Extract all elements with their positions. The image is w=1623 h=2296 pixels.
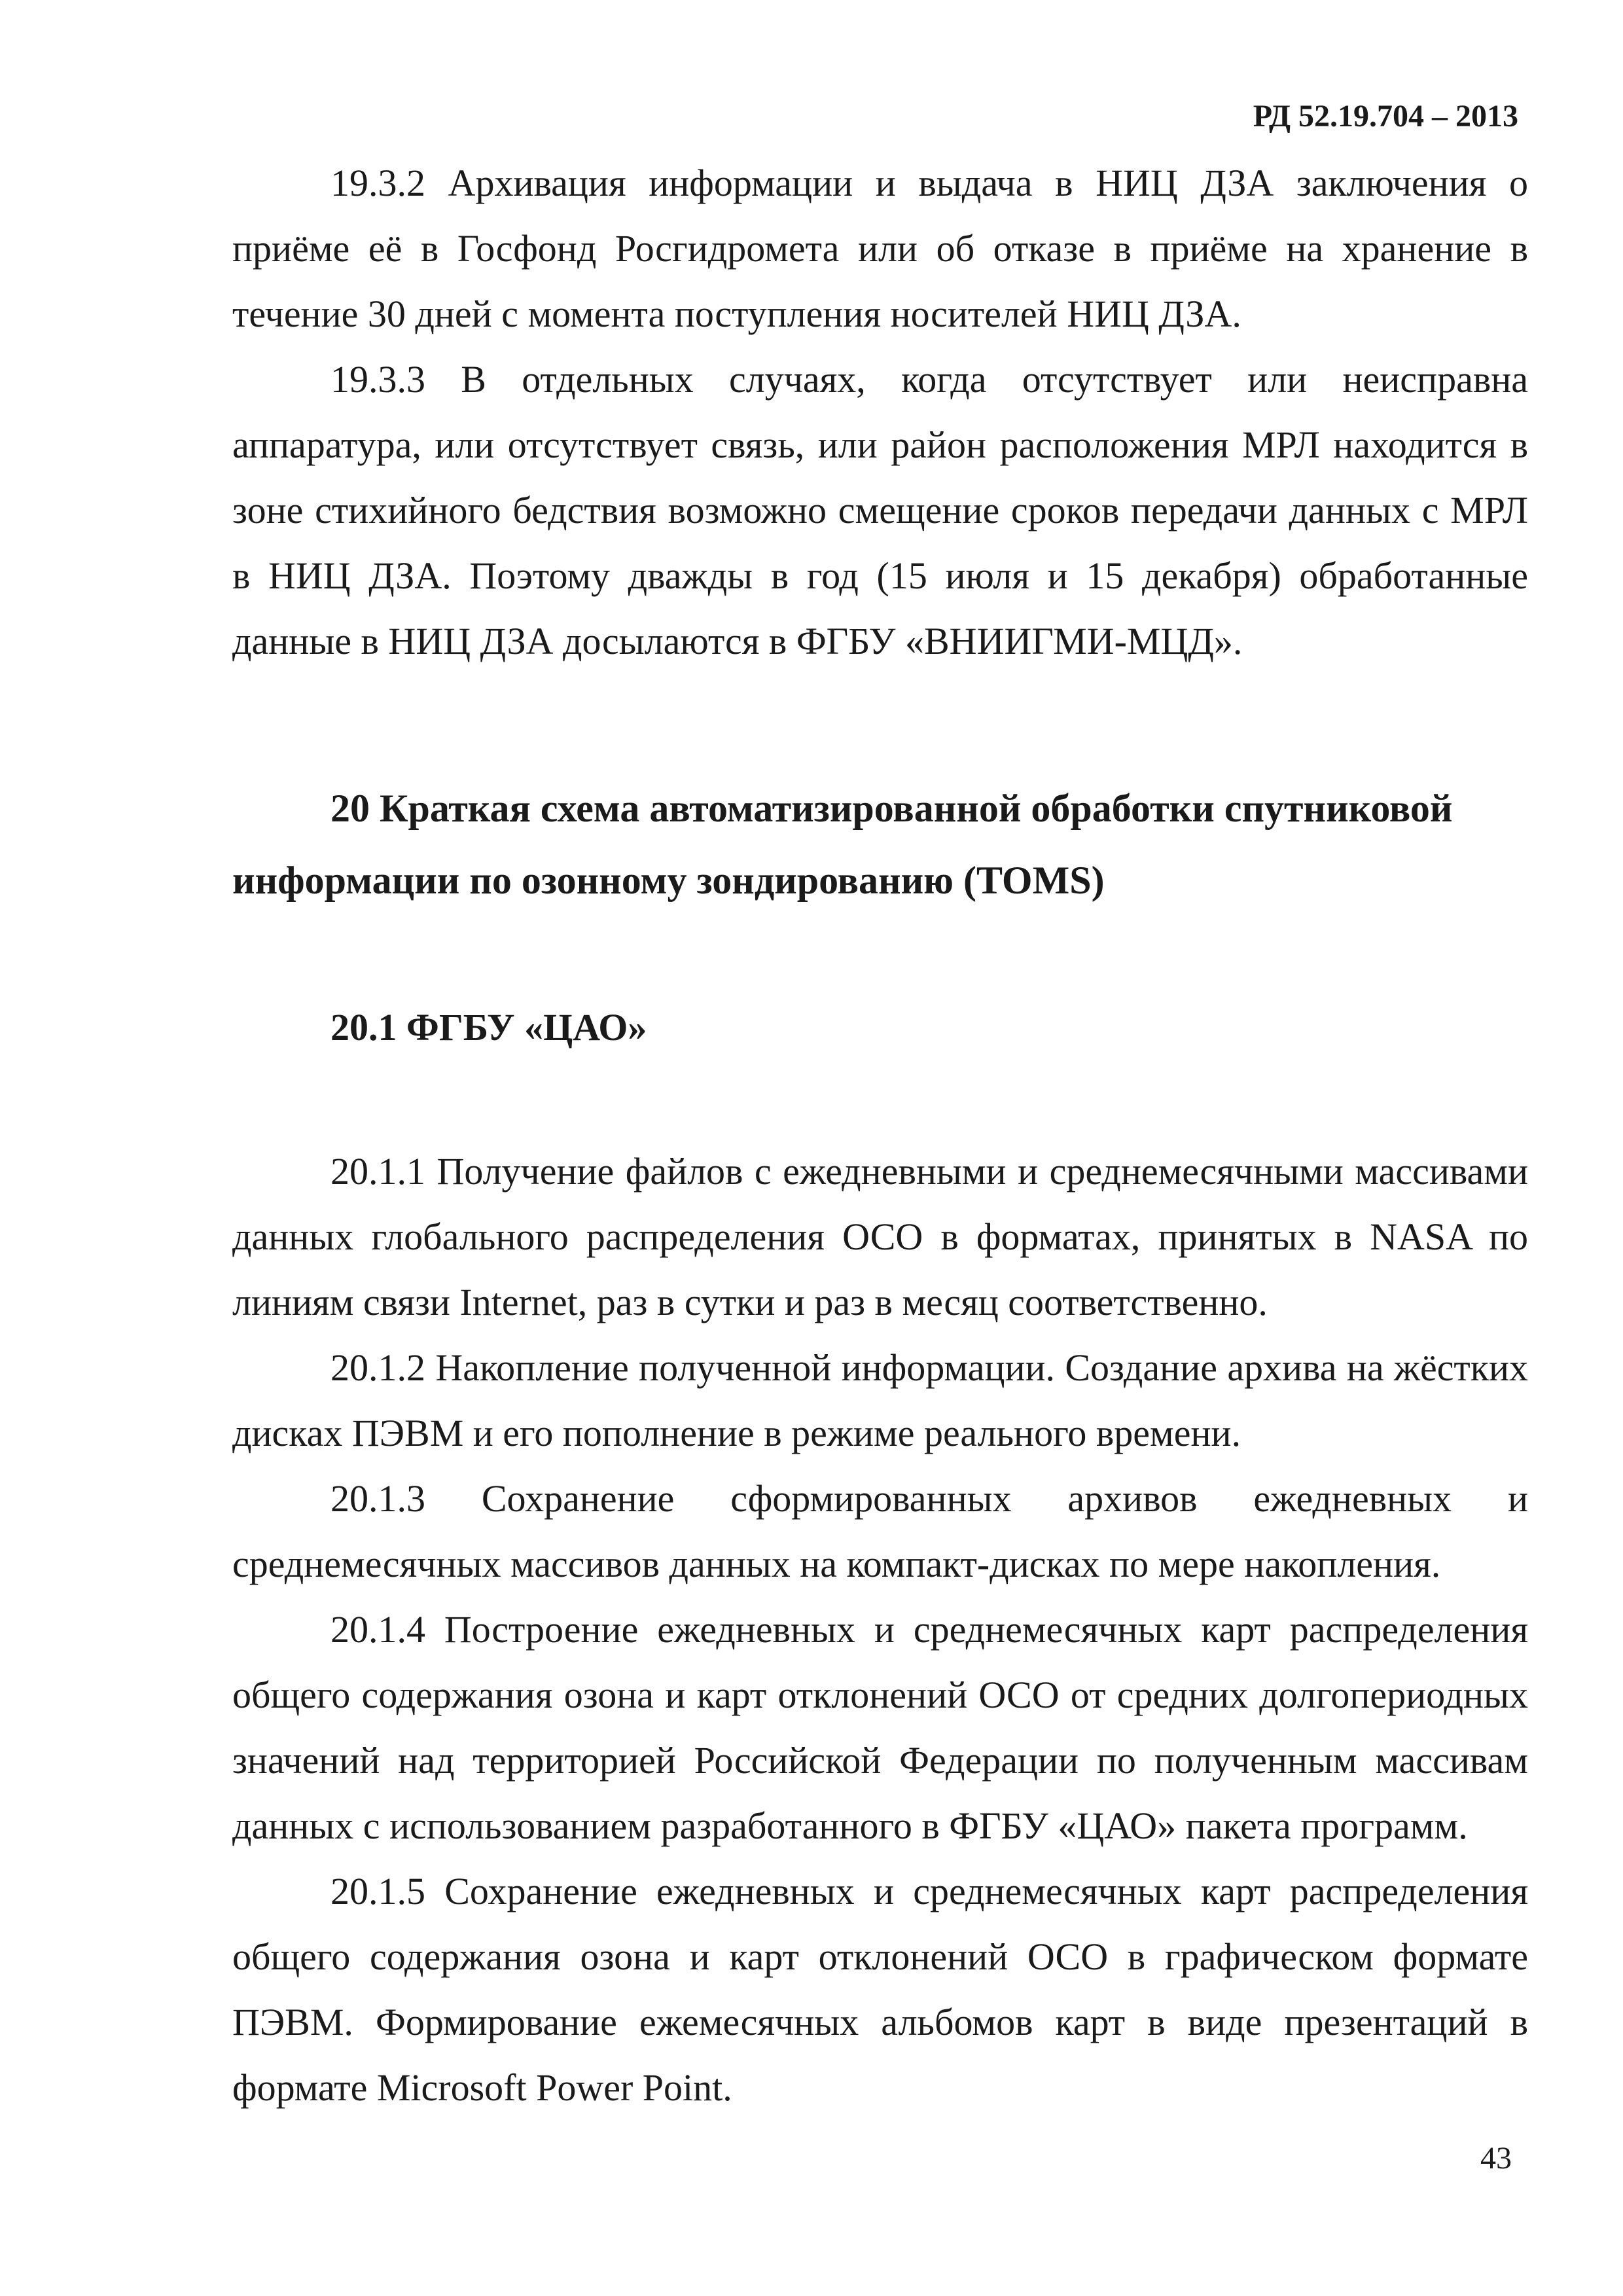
spacer xyxy=(232,1060,1528,1139)
subsection-heading-20-1: 20.1 ФГБУ «ЦАО» xyxy=(330,1006,647,1049)
document-code-header: РД 52.19.704 – 2013 xyxy=(1253,99,1518,134)
page-content xyxy=(232,151,1528,2121)
spacer xyxy=(232,916,1528,995)
page-number: 43 xyxy=(1480,2141,1512,2176)
paragraph-20-1-4: 20.1.4 Построение ежедневных и среднемесячных карт распределения общего содержания озона и карт отклонений ОСО от средних долгопериодных значений над территорией Российской Федерации по полученным массивам данных с использованием разработанного в ФГБУ «ЦАО» пакета программ. xyxy=(232,1608,1528,1847)
paragraph-19-3-3: 19.3.3 В отдельных случаях, когда отсутствует или неисправна аппаратура, или отсутствует связь, или район расположения МРЛ находится в зоне стихийного бедствия возможно смещение сроков передачи данных с МРЛ в НИЦ ДЗА. Поэтому дважды в год (15 июля и 15 декабря) обработанные данные в НИЦ ДЗА досылаются в ФГБУ «ВНИИГМИ-МЦД». xyxy=(232,358,1528,662)
spacer xyxy=(232,674,1528,772)
section-heading-20: 20 Краткая схема автоматизированной обработки спутниковой информации по озонному зондированию (TOMS) xyxy=(232,787,1453,902)
paragraph-20-1-3: 20.1.3 Сохранение сформированных архивов ежедневных и среднемесячных массивов данных на компакт-дисках по мере накопления. xyxy=(232,1477,1528,1585)
paragraph-20-1-1: 20.1.1 Получение файлов с ежедневными и среднемесячными массивами данных глобального распределения ОСО в форматах, принятых в NASA по линиям связи Internet, раз в сутки и раз в месяц соответственно. xyxy=(232,1150,1528,1323)
paragraph-20-1-2: 20.1.2 Накопление полученной информации. Создание архива на жёстких дисках ПЭВМ и его пополнение в режиме реального времени. xyxy=(232,1346,1528,1454)
paragraph-19-3-2: 19.3.2 Архивация информации и выдача в НИЦ ДЗА заключения о приёме её в Госфонд Росгидромета или об отказе в приёме на хранение в течение 30 дней с момента поступления носителей НИЦ ДЗА. xyxy=(232,162,1528,335)
paragraph-20-1-5: 20.1.5 Сохранение ежедневных и среднемесячных карт распределения общего содержания озона и карт отклонений ОСО в графическом формате ПЭВМ. Формирование ежемесячных альбомов карт в виде презентаций в формате Microsoft Power Point. xyxy=(232,1870,1528,2109)
